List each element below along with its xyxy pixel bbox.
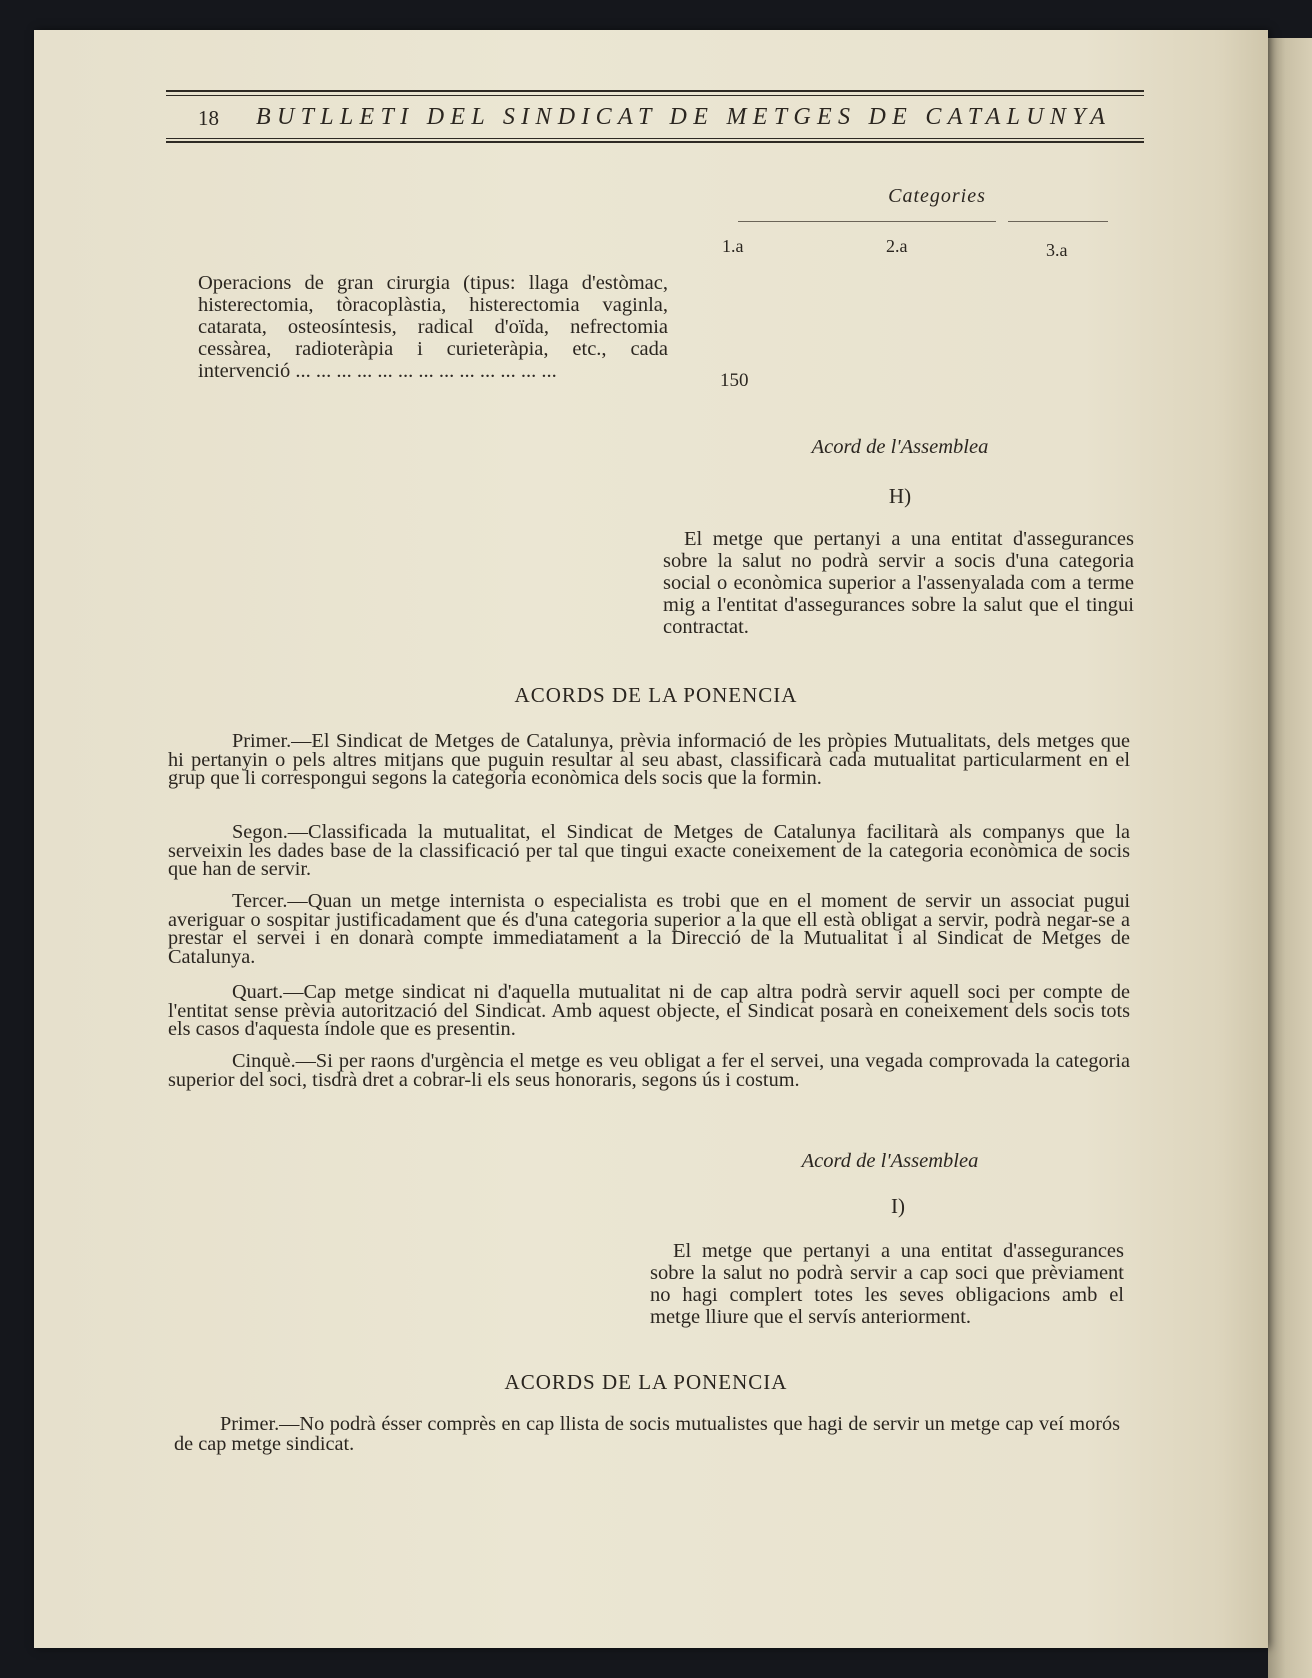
row-value-cat1: 150 [720,370,749,391]
page-number: 18 [198,106,219,130]
ponencia-heading-2: ACORDS DE LA PONENCIA [504,1370,788,1394]
ponencia-1-paragraph-4: Quart.—Cap metge sindicat ni d'aquella mutualitat ni de cap altra podrà servir aquell soci per compte de l'entitat sense prèvia autorització del Sindicat. Amb aquest objecte, el Sindicat posarà en coneixement dels socis tots els casos d'aquesta índole que es presentin. [168,981,1130,1040]
header-rule-bottom [166,141,1144,143]
ponencia-heading-1: ACORDS DE LA PONENCIA [514,683,798,707]
ponencia-2-paragraph-1: Primer.—No podrà ésser comprès en cap llista de socis mutualistes que hagi de servir un metge cap veí morós de cap metge sindicat. [174,1413,1120,1455]
categories-title: Categories [888,185,986,207]
assembly-agreement-label-h: Acord de l'Assemblea [811,436,989,458]
running-header [166,102,1144,136]
section-h-text: El metge que pertanyi a una entitat d'assegurances sobre la salut no podrà servir a socis d'una categoria social o econòmica superior a l'assenyalada com a terme mig a l'entitat d'assegurances sobre la salut que el tingui contractat. [663,528,1134,638]
journal-title: BUTLLETI DEL SINDICAT DE METGES DE CATALUNYA [256,104,1112,130]
section-i-text: El metge que pertanyi a una entitat d'assegurances sobre la salut no podrà servir a cap soci que prèviament no hagi complert totes les seves obligacions amb el metge lliure que el servís anteriorment. [650,1240,1124,1328]
categories-rule [738,221,996,222]
ponencia-1-paragraph-5: Cinquè.—Si per raons d'urgència el metge es veu obligat a fer el servei, una vegada comprovada la categoria superior del soci, tisdrà dret a cobrar-li els seus honoraris, segons ús i costum. [168,1050,1130,1091]
adjacent-page-edge [1268,38,1312,1678]
section-letter-i: I) [891,1194,905,1218]
categories-rule-right [1008,221,1108,222]
header-rule-bottom-thin [166,138,1144,139]
column-header-cat2: 2.a [886,236,908,256]
row-description-text: Operacions de gran cirurgia (tipus: llaga d'estòmac, histerectomia, tòracoplàstia, histerectomia vaginla, catarata, osteosíntesis, radical d'oïda, nefrectomia cessàrea, radioteràpia i curieteràpia, etc., cada intervenció [198,272,668,382]
section-letter-h: H) [888,484,912,508]
header-rule-top-thin [166,95,1144,96]
ponencia-1-paragraph-3: Tercer.—Quan un metge internista o especialista es trobi que en el moment de servir un associat pugui averiguar o sospitar justificadament que és d'una categoria superior a la que ell està obligat a servir, podrà negar-se a prestar el servei i en donarà compte immediatament a la Direcció de la Mutualitat i al Sindicat de Metges de Catalunya. [168,890,1130,968]
header-rule-top [166,90,1144,92]
row-leaders: ... ... ... ... ... ... ... ... ... ... ... ... ... [295,360,557,382]
column-header-cat1: 1.a [722,236,744,256]
table-row-description [198,272,668,382]
ponencia-1-paragraph-1: Primer.—El Sindicat de Metges de Catalunya, prèvia informació de les pròpies Mutualitats, dels metges que hi pertanyin o pels altres mitjans que puguin resultar al seu abast, classificarà cada mutualitat particularment en el grup que li correspongui segons la categoria econòmica dels socis que la formin. [168,730,1130,789]
ponencia-1-paragraph-2: Segon.—Classificada la mutualitat, el Sindicat de Metges de Catalunya facilitarà als companys que la serveixin les dades base de la classificació per tal que tingui exacte coneixement de la categoria econòmica de socis que han de servir. [168,821,1130,880]
column-header-cat3: 3.a [1046,240,1068,260]
assembly-agreement-label-i: Acord de l'Assemblea [801,1150,979,1172]
